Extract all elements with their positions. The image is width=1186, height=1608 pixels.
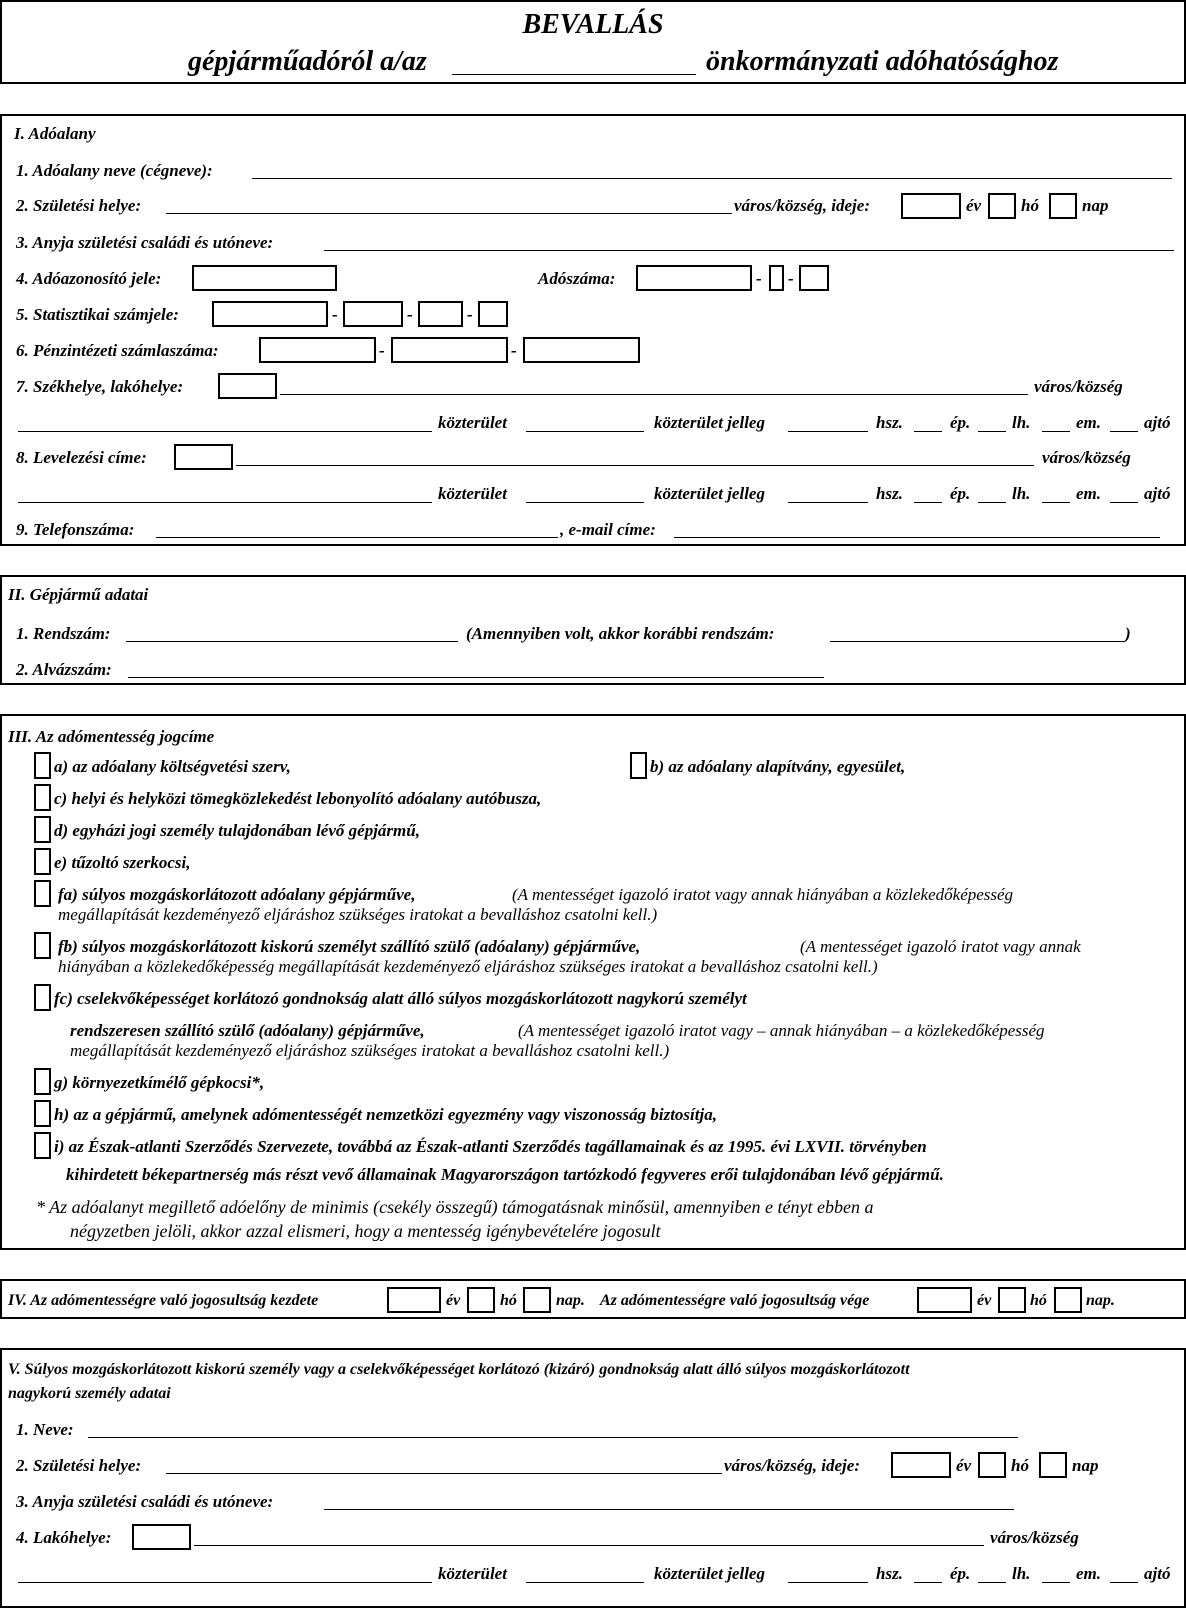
person-city-date-label: város/község, ideje: <box>724 1456 860 1475</box>
day-label: nap <box>1072 1456 1099 1475</box>
entitlement-end-label: Az adómentességre való jogosultság vége <box>600 1292 870 1309</box>
lh-label: lh. <box>1012 484 1031 503</box>
person-postcode-box[interactable] <box>132 1524 191 1550</box>
ep-label: ép. <box>950 484 971 503</box>
person-city-field[interactable] <box>194 1545 984 1546</box>
exemption-d-label: d) egyházi jogi személy tulajdonában lévő gépjármű, <box>54 821 420 840</box>
bank-account-box-2[interactable] <box>391 337 508 363</box>
de-minimis-footnote: négyzetben jelöli, akkor azzal elismeri, hogy a mentesség igénybevételére jogosult <box>70 1221 661 1241</box>
checkbox-e[interactable] <box>34 848 51 875</box>
exemption-e-label: e) tűzoltó szerkocsi, <box>54 853 191 872</box>
dash: - <box>379 341 385 360</box>
start-year-box[interactable] <box>387 1287 441 1313</box>
taxpayer-name-label: 1. Adóalany neve (cégneve): <box>16 161 213 180</box>
mail-ep-field[interactable] <box>914 502 942 503</box>
month-label: hó <box>1021 196 1039 215</box>
start-month-box[interactable] <box>467 1287 495 1313</box>
street-label: közterület <box>438 1564 507 1583</box>
seat-hsz-field[interactable] <box>788 431 868 432</box>
lh-label: lh. <box>1012 413 1031 432</box>
mail-address-label: 8. Levelezési címe: <box>16 448 147 467</box>
plate-label: 1. Rendszám: <box>16 624 111 643</box>
authority-field[interactable] <box>452 74 696 75</box>
mail-city-field[interactable] <box>236 465 1034 466</box>
email-label: , e-mail címe: <box>560 520 656 539</box>
section-5-heading: V. Súlyos mozgáskorlátozott kiskorú személy vagy a cselekvőképességet korlátozó (kizáró) gondnokság alatt álló súlyos mozgáskorlátozott <box>8 1361 910 1378</box>
exemption-fa-note: (A mentességet igazoló iratot vagy annak hiányában a közlekedőképesség <box>512 885 1014 904</box>
seat-label: 7. Székhelye, lakóhelye: <box>16 377 184 396</box>
exemption-fa-label: fa) súlyos mozgáskorlátozott adóalany gépjárműve, <box>58 885 416 904</box>
seat-lh-field[interactable] <box>978 431 1006 432</box>
exemption-i-label: i) az Észak-atlanti Szerződés Szervezete, továbbá az Észak-atlanti Szerződés tagállamainak és az 1995. évi LXVII. törvényben <box>54 1137 927 1156</box>
chassis-field[interactable] <box>128 677 824 678</box>
street-type-label: közterület jelleg <box>654 1564 765 1583</box>
birth-month-box[interactable] <box>988 193 1016 219</box>
bank-account-label: 6. Pénzintézeti számlaszáma: <box>16 341 219 360</box>
seat-street-field[interactable] <box>18 431 432 432</box>
ajto-label: ajtó <box>1144 484 1171 503</box>
end-month-box[interactable] <box>998 1287 1026 1313</box>
stat-number-label: 5. Statisztikai számjele: <box>16 305 179 324</box>
mail-street-type-field[interactable] <box>526 502 644 503</box>
mother-name-field[interactable] <box>324 250 1174 251</box>
em-label: em. <box>1076 1564 1102 1583</box>
dash: - <box>467 305 473 324</box>
de-minimis-footnote: * Az adóalanyt megillető adóelőny de minimis (csekély összegű) támogatásnak minősül, amennyiben e tényt ebben a <box>36 1197 874 1217</box>
checkbox-fa[interactable] <box>34 880 51 907</box>
dash: - <box>788 269 794 288</box>
section-5-heading: nagykorú személy adatai <box>8 1385 171 1402</box>
seat-ajto-field[interactable] <box>1110 431 1138 432</box>
exemption-fb-label: fb) súlyos mozgáskorlátozott kiskorú személyt szállító szülő (adóalany) gépjárműve, <box>58 937 641 956</box>
stat-number-box-1[interactable] <box>212 301 328 327</box>
month-label: hó <box>1030 1292 1047 1309</box>
street-type-label: közterület jelleg <box>654 413 765 432</box>
dash: - <box>407 305 413 324</box>
seat-ep-field[interactable] <box>914 431 942 432</box>
month-label: hó <box>500 1292 517 1309</box>
person-street-type-field[interactable] <box>526 1582 644 1583</box>
tax-number-box-2[interactable] <box>769 265 784 291</box>
tax-id-label: 4. Adóazonosító jele: <box>16 269 162 288</box>
dash: - <box>332 305 338 324</box>
exemption-fc-note: megállapítását kezdeményező eljáráshoz szükséges iratokat a bevalláshoz csatolni kell.) <box>70 1041 670 1060</box>
mail-hsz-field[interactable] <box>788 502 868 503</box>
email-field[interactable] <box>674 537 1160 538</box>
previous-plate-label: (Amennyiben volt, akkor korábbi rendszám: <box>466 624 775 643</box>
street-label: közterület <box>438 413 507 432</box>
form-title: BEVALLÁS <box>522 9 664 40</box>
seat-city-field[interactable] <box>280 394 1028 395</box>
person-birth-place-label: 2. Születési helye: <box>16 1456 142 1475</box>
year-label: év <box>966 196 982 215</box>
checkbox-h[interactable] <box>34 1100 51 1127</box>
chassis-label: 2. Alvázszám: <box>16 660 112 679</box>
ajto-label: ajtó <box>1144 413 1171 432</box>
day-label: nap. <box>556 1292 585 1309</box>
person-birth-day-box[interactable] <box>1039 1452 1067 1478</box>
checkbox-fc[interactable] <box>34 984 51 1011</box>
mail-city-label: város/község <box>1042 448 1131 467</box>
form-subtitle-post: önkormányzati adóhatósághoz <box>706 46 1059 77</box>
hsz-label: hsz. <box>876 1564 903 1583</box>
checkbox-i[interactable] <box>34 1132 51 1159</box>
tax-id-box[interactable] <box>192 265 337 291</box>
stat-number-box-2[interactable] <box>343 301 403 327</box>
mail-lh-field[interactable] <box>978 502 1006 503</box>
mother-name-label: 3. Anyja születési családi és utóneve: <box>16 233 274 252</box>
phone-label: 9. Telefonszáma: <box>16 520 135 539</box>
start-day-box[interactable] <box>523 1287 551 1313</box>
person-name-field[interactable] <box>88 1437 1018 1438</box>
street-type-label: közterület jelleg <box>654 484 765 503</box>
phone-field[interactable] <box>156 537 558 538</box>
mail-ajto-field[interactable] <box>1110 502 1138 503</box>
person-name-label: 1. Neve: <box>16 1420 74 1439</box>
checkbox-g[interactable] <box>34 1068 51 1095</box>
person-em-field[interactable] <box>1042 1582 1070 1583</box>
ajto-label: ajtó <box>1144 1564 1171 1583</box>
exemption-b-label: b) az adóalany alapítvány, egyesület, <box>650 757 906 776</box>
ep-label: ép. <box>950 1564 971 1583</box>
hsz-label: hsz. <box>876 484 903 503</box>
person-city-label: város/község <box>990 1528 1079 1547</box>
plate-field[interactable] <box>126 641 458 642</box>
person-lh-field[interactable] <box>978 1582 1006 1583</box>
ep-label: ép. <box>950 413 971 432</box>
bank-account-box-1[interactable] <box>259 337 376 363</box>
end-day-box[interactable] <box>1054 1287 1082 1313</box>
exemption-g-label: g) környezetkímélő gépkocsi*, <box>54 1073 265 1092</box>
person-birth-year-box[interactable] <box>891 1452 951 1478</box>
hsz-label: hsz. <box>876 413 903 432</box>
bank-account-box-3[interactable] <box>523 337 640 363</box>
previous-plate-close: ) <box>1125 624 1131 643</box>
birth-place-field[interactable] <box>166 213 732 214</box>
em-label: em. <box>1076 484 1102 503</box>
street-label: közterület <box>438 484 507 503</box>
exemption-fb-note: hiányában a közlekedőképesség megállapítását kezdeményező eljáráshoz szükséges iratokat a bevalláshoz csatolni kell.) <box>58 957 878 976</box>
person-ajto-field[interactable] <box>1110 1582 1138 1583</box>
previous-plate-field[interactable] <box>830 641 1124 642</box>
seat-em-field[interactable] <box>1042 431 1070 432</box>
end-year-box[interactable] <box>917 1287 972 1313</box>
entitlement-start-label: IV. Az adómentességre való jogosultság kezdete <box>8 1292 319 1309</box>
exemption-fc-label: fc) cselekvőképességet korlátozó gondnokság alatt álló súlyos mozgáskorlátozott nagykorú személyt <box>54 989 747 1008</box>
seat-postcode-box[interactable] <box>218 373 277 399</box>
checkbox-fb[interactable] <box>34 932 51 959</box>
mail-street-field[interactable] <box>18 502 432 503</box>
stat-number-box-3[interactable] <box>418 301 463 327</box>
birth-year-box[interactable] <box>901 193 961 219</box>
day-label: nap. <box>1086 1292 1115 1309</box>
section-3-heading: III. Az adómentesség jogcíme <box>8 727 215 746</box>
year-label: év <box>956 1456 972 1475</box>
tax-number-box-1[interactable] <box>636 265 752 291</box>
tax-number-box-3[interactable] <box>799 265 829 291</box>
checkbox-b[interactable] <box>630 752 647 779</box>
person-home-label: 4. Lakóhelye: <box>16 1528 112 1547</box>
checkbox-c[interactable] <box>34 784 51 811</box>
day-label: nap <box>1082 196 1109 215</box>
year-label: év <box>446 1292 461 1309</box>
exemption-h-label: h) az a gépjármű, amelynek adómentességét nemzetközi egyezmény vagy viszonosság biztosítja, <box>54 1105 717 1124</box>
year-label: év <box>977 1292 992 1309</box>
exemption-fa-note: megállapítását kezdeményező eljáráshoz szükséges iratokat a bevalláshoz csatolni kell.) <box>58 905 658 924</box>
person-birth-place-field[interactable] <box>166 1473 722 1474</box>
person-hsz-field[interactable] <box>788 1582 868 1583</box>
exemption-i-label: kihirdetett békepartnerség más részt vevő államainak Magyarországon tartózkodó fegyveres erői tulajdonában lévő gépjármű. <box>66 1165 944 1184</box>
city-date-label: város/község, ideje: <box>734 196 870 215</box>
exemption-fc-note: (A mentességet igazoló iratot vagy – annak hiányában – a közlekedőképesség <box>518 1021 1045 1040</box>
exemption-a-label: a) az adóalany költségvetési szerv, <box>54 757 291 776</box>
person-mother-name-field[interactable] <box>324 1509 1014 1510</box>
tax-number-label: Adószáma: <box>538 269 616 288</box>
lh-label: lh. <box>1012 1564 1031 1583</box>
form-subtitle-pre: gépjárműadóról a/az <box>188 46 427 77</box>
stat-number-box-4[interactable] <box>478 301 508 327</box>
mail-postcode-box[interactable] <box>174 444 233 470</box>
checkbox-a[interactable] <box>34 752 51 779</box>
taxpayer-name-field[interactable] <box>252 178 1172 179</box>
person-street-field[interactable] <box>18 1582 432 1583</box>
exemption-fc-label: rendszeresen szállító szülő (adóalany) gépjárműve, <box>70 1021 425 1040</box>
exemption-fb-note: (A mentességet igazoló iratot vagy annak <box>800 937 1081 956</box>
person-ep-field[interactable] <box>914 1582 942 1583</box>
section-1-heading: I. Adóalany <box>14 124 96 143</box>
birth-day-box[interactable] <box>1049 193 1077 219</box>
dash: - <box>511 341 517 360</box>
em-label: em. <box>1076 413 1102 432</box>
checkbox-d[interactable] <box>34 816 51 843</box>
section-2-heading: II. Gépjármű adatai <box>8 585 149 604</box>
exemption-c-label: c) helyi és helyközi tömegközlekedést lebonyolító adóalany autóbusza, <box>54 789 542 808</box>
seat-city-label: város/község <box>1034 377 1123 396</box>
birth-place-label: 2. Születési helye: <box>16 196 142 215</box>
person-mother-name-label: 3. Anyja születési családi és utóneve: <box>16 1492 274 1511</box>
dash: - <box>756 269 762 288</box>
month-label: hó <box>1011 1456 1029 1475</box>
mail-em-field[interactable] <box>1042 502 1070 503</box>
person-birth-month-box[interactable] <box>978 1452 1006 1478</box>
seat-street-type-field[interactable] <box>526 431 644 432</box>
section-5-box <box>0 1348 1186 1608</box>
